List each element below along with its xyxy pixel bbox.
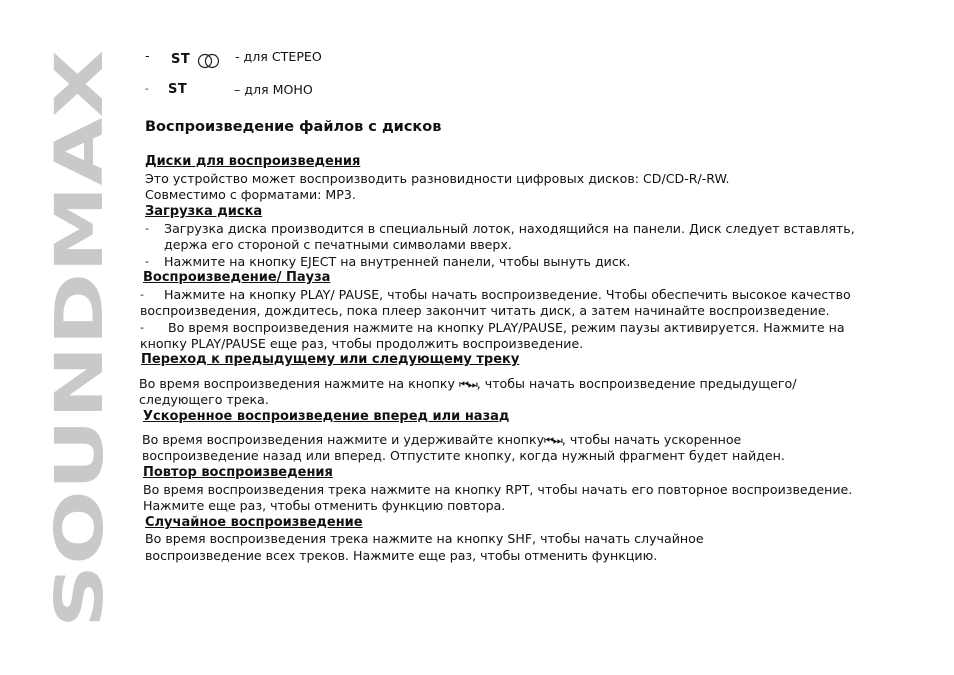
rewind-forward-icon: ⏮⏭ xyxy=(544,434,562,447)
stereo-st-symbol: ST xyxy=(171,52,191,67)
stereo-rings-icon xyxy=(196,53,222,74)
play-line-1: Нажмите на кнопку PLAY/ PAUSE, чтобы начать воспроизведение. Чтобы обеспечить высокое качество xyxy=(164,287,851,302)
page-title: Воспроизведение файлов с дисков xyxy=(145,119,442,135)
repeat-heading: Повтор воспроизведения xyxy=(143,465,333,480)
brand-logo xyxy=(41,48,118,628)
fast-heading: Ускоренное воспроизведение вперед или назад xyxy=(143,409,510,424)
play-line-2: воспроизведения, дождитесь, пока плеер закончит читать диск, а затем начинайте воспроизведение. xyxy=(140,303,830,318)
discs-line-1: Это устройство может воспроизводить разновидности цифровых дисков: CD/CD-R/-RW. xyxy=(145,171,730,186)
shuffle-line-2: воспроизведение всех треков. Нажмите еще раз, чтобы отменить функцию. xyxy=(145,548,658,563)
skip-line-1-pre: Во время воспроизведения нажмите на кнопку xyxy=(139,376,459,391)
discs-heading: Диски для воспроизведения xyxy=(145,154,361,169)
stereo-indicator-bullet: - xyxy=(145,48,150,63)
brand-logo-svg xyxy=(41,48,118,628)
play-bullet-1: - xyxy=(140,288,144,301)
mono-indicator-bullet: - xyxy=(145,84,149,95)
fast-line-1-pre: Во время воспроизведения нажмите и удерживайте кнопку xyxy=(142,432,545,447)
skip-line-2: следующего трека. xyxy=(139,392,269,407)
play-heading: Воспроизведение/ Пауза xyxy=(143,270,331,285)
fast-line-1-post: , чтобы начать ускоренное xyxy=(561,432,742,447)
shuffle-heading: Случайное воспроизведение xyxy=(145,515,363,530)
loading-bullet-1: - xyxy=(145,222,149,235)
fast-line-1 xyxy=(142,432,741,450)
skip-line-1 xyxy=(139,376,796,394)
loading-heading: Загрузка диска xyxy=(145,204,263,219)
prev-next-icon: ⏮⏭ xyxy=(458,378,477,391)
play-bullet-2: - xyxy=(140,321,144,334)
mono-label: – для МОНО xyxy=(234,82,313,97)
shuffle-line-1: Во время воспроизведения трека нажмите на кнопку SHF, чтобы начать случайное xyxy=(145,531,704,546)
loading-bullet-2: - xyxy=(145,255,149,268)
mono-st-symbol: ST xyxy=(168,82,188,97)
brand-logo-text: SOUNDMAX xyxy=(41,193,118,628)
loading-item-2-line-1: Нажмите на кнопку EJECT на внутренней панели, чтобы вынуть диск. xyxy=(164,254,631,269)
skip-heading: Переход к предыдущему или следующему треку xyxy=(141,352,520,367)
loading-item-1-line-1: Загрузка диска производится в специальный лоток, находящийся на панели. Диск следует вставлять, xyxy=(164,221,855,236)
skip-line-1-post: , чтобы начать воспроизведение предыдущего/ xyxy=(476,376,797,391)
loading-item-1-line-2: держа его стороной с печатными символами вверх. xyxy=(164,237,512,252)
discs-line-2: Совместимо с форматами: MP3. xyxy=(145,187,356,202)
repeat-line-1: Во время воспроизведения трека нажмите на кнопку RPT, чтобы начать его повторное воспроизведение. xyxy=(143,482,853,497)
play-line-3: Во время воспроизведения нажмите на кнопку PLAY/PAUSE, режим паузы активируется. Нажмите на xyxy=(168,320,845,335)
fast-line-2: воспроизведение назад или вперед. Отпустите кнопку, когда нужный фрагмент будет найден. xyxy=(142,448,785,463)
repeat-line-2: Нажмите еще раз, чтобы отменить функцию повтора. xyxy=(143,498,506,513)
stereo-label: - для СТЕРЕО xyxy=(235,49,322,64)
play-line-4: кнопку PLAY/PAUSE еще раз, чтобы продолжить воспроизведение. xyxy=(140,336,584,351)
